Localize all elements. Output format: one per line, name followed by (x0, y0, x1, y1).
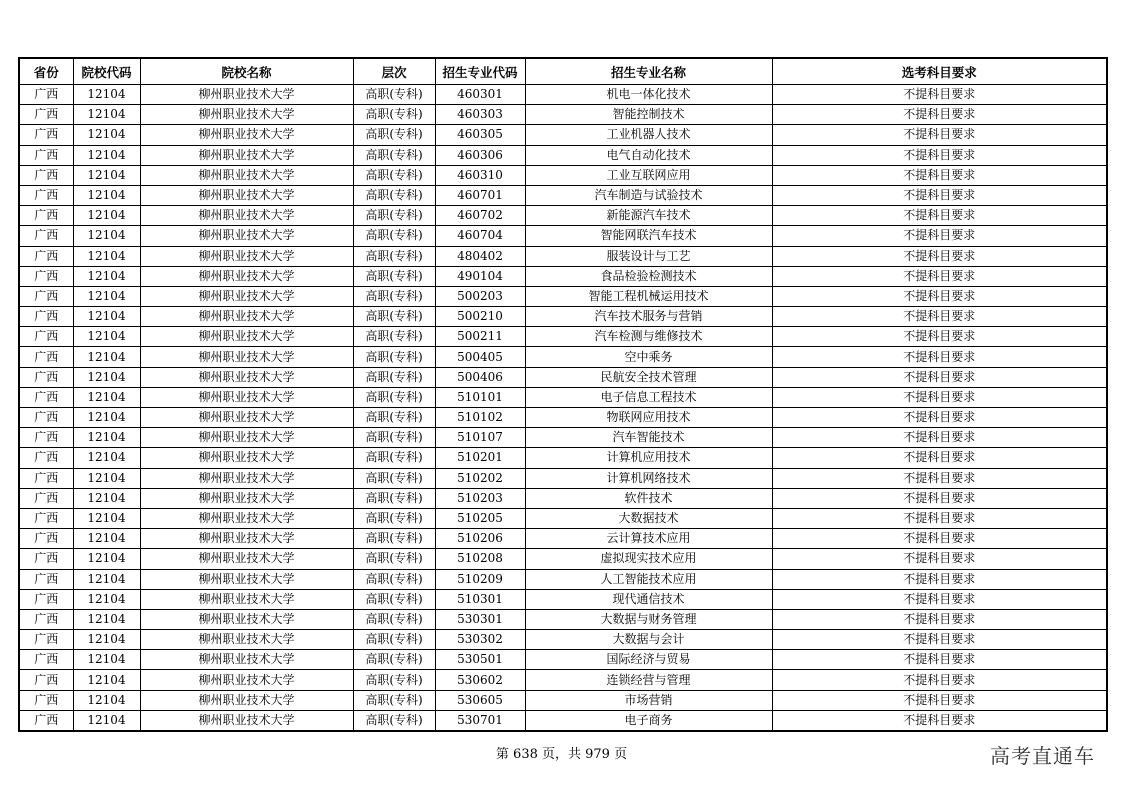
table-row (19, 327, 1107, 347)
cell-major-name: 汽车检测与维修技术 (525, 327, 772, 347)
header-major-code: 招生专业代码 (435, 58, 525, 85)
cell-school-code: 12104 (73, 650, 140, 670)
cell-major-code: 510101 (435, 387, 525, 407)
cell-subject-requirement: 不提科目要求 (772, 327, 1107, 347)
cell-school-name: 柳州职业技术大学 (140, 488, 353, 508)
cell-school-name: 柳州职业技术大学 (140, 630, 353, 650)
header-subject-requirement: 选考科目要求 (772, 58, 1107, 85)
table-header-row (19, 58, 1107, 85)
cell-level: 高职(专科) (353, 650, 435, 670)
cell-subject-requirement: 不提科目要求 (772, 185, 1107, 205)
cell-level: 高职(专科) (353, 307, 435, 327)
cell-level: 高职(专科) (353, 246, 435, 266)
cell-province: 广西 (19, 307, 73, 327)
cell-level: 高职(专科) (353, 630, 435, 650)
cell-major-code: 530602 (435, 670, 525, 690)
table-row (19, 448, 1107, 468)
cell-major-code: 510202 (435, 468, 525, 488)
cell-major-code: 530701 (435, 710, 525, 731)
cell-school-name: 柳州职业技术大学 (140, 549, 353, 569)
cell-major-name: 现代通信技术 (525, 589, 772, 609)
cell-subject-requirement: 不提科目要求 (772, 448, 1107, 468)
cell-school-name: 柳州职业技术大学 (140, 85, 353, 105)
cell-province: 广西 (19, 85, 73, 105)
cell-subject-requirement: 不提科目要求 (772, 307, 1107, 327)
cell-school-name: 柳州职业技术大学 (140, 609, 353, 629)
table-row (19, 286, 1107, 306)
cell-major-name: 市场营销 (525, 690, 772, 710)
cell-major-code: 500211 (435, 327, 525, 347)
cell-level: 高职(专科) (353, 609, 435, 629)
cell-major-name: 智能控制技术 (525, 105, 772, 125)
cell-subject-requirement: 不提科目要求 (772, 529, 1107, 549)
cell-level: 高职(专科) (353, 387, 435, 407)
cell-school-name: 柳州职业技术大学 (140, 589, 353, 609)
cell-major-code: 530301 (435, 609, 525, 629)
cell-school-name: 柳州职业技术大学 (140, 307, 353, 327)
cell-subject-requirement: 不提科目要求 (772, 690, 1107, 710)
header-level: 层次 (353, 58, 435, 85)
cell-subject-requirement: 不提科目要求 (772, 710, 1107, 731)
cell-school-name: 柳州职业技术大学 (140, 286, 353, 306)
cell-major-code: 500210 (435, 307, 525, 327)
cell-major-name: 新能源汽车技术 (525, 206, 772, 226)
cell-school-code: 12104 (73, 549, 140, 569)
cell-level: 高职(专科) (353, 367, 435, 387)
cell-major-name: 软件技术 (525, 488, 772, 508)
cell-school-code: 12104 (73, 85, 140, 105)
cell-school-name: 柳州职业技术大学 (140, 266, 353, 286)
cell-school-name: 柳州职业技术大学 (140, 125, 353, 145)
cell-level: 高职(专科) (353, 85, 435, 105)
cell-school-name: 柳州职业技术大学 (140, 569, 353, 589)
cell-province: 广西 (19, 327, 73, 347)
table-row (19, 690, 1107, 710)
cell-school-name: 柳州职业技术大学 (140, 710, 353, 731)
cell-school-code: 12104 (73, 347, 140, 367)
cell-subject-requirement: 不提科目要求 (772, 549, 1107, 569)
table-row (19, 428, 1107, 448)
cell-province: 广西 (19, 690, 73, 710)
cell-school-code: 12104 (73, 266, 140, 286)
cell-major-code: 530501 (435, 650, 525, 670)
cell-school-name: 柳州职业技术大学 (140, 428, 353, 448)
cell-subject-requirement: 不提科目要求 (772, 105, 1107, 125)
cell-major-code: 460702 (435, 206, 525, 226)
table-row (19, 145, 1107, 165)
cell-level: 高职(专科) (353, 710, 435, 731)
cell-level: 高职(专科) (353, 286, 435, 306)
cell-major-name: 汽车技术服务与营销 (525, 307, 772, 327)
cell-province: 广西 (19, 468, 73, 488)
cell-subject-requirement: 不提科目要求 (772, 408, 1107, 428)
cell-subject-requirement: 不提科目要求 (772, 367, 1107, 387)
cell-province: 广西 (19, 408, 73, 428)
cell-province: 广西 (19, 549, 73, 569)
cell-major-name: 大数据与财务管理 (525, 609, 772, 629)
cell-school-code: 12104 (73, 448, 140, 468)
cell-subject-requirement: 不提科目要求 (772, 226, 1107, 246)
header-school-code: 院校代码 (73, 58, 140, 85)
cell-level: 高职(专科) (353, 347, 435, 367)
cell-level: 高职(专科) (353, 428, 435, 448)
cell-level: 高职(专科) (353, 125, 435, 145)
cell-school-name: 柳州职业技术大学 (140, 246, 353, 266)
cell-major-code: 510205 (435, 508, 525, 528)
cell-school-name: 柳州职业技术大学 (140, 448, 353, 468)
cell-major-name: 食品检验检测技术 (525, 266, 772, 286)
cell-level: 高职(专科) (353, 569, 435, 589)
cell-province: 广西 (19, 508, 73, 528)
header-major-name: 招生专业名称 (525, 58, 772, 85)
cell-major-name: 虚拟现实技术应用 (525, 549, 772, 569)
cell-school-name: 柳州职业技术大学 (140, 387, 353, 407)
cell-level: 高职(专科) (353, 206, 435, 226)
cell-school-name: 柳州职业技术大学 (140, 670, 353, 690)
cell-school-code: 12104 (73, 670, 140, 690)
cell-major-code: 510301 (435, 589, 525, 609)
admissions-table (18, 57, 1108, 732)
table-row (19, 549, 1107, 569)
cell-school-name: 柳州职业技术大学 (140, 508, 353, 528)
cell-subject-requirement: 不提科目要求 (772, 206, 1107, 226)
cell-province: 广西 (19, 589, 73, 609)
cell-major-code: 510201 (435, 448, 525, 468)
cell-subject-requirement: 不提科目要求 (772, 569, 1107, 589)
cell-province: 广西 (19, 206, 73, 226)
cell-subject-requirement: 不提科目要求 (772, 488, 1107, 508)
table-row (19, 650, 1107, 670)
cell-school-name: 柳州职业技术大学 (140, 145, 353, 165)
cell-level: 高职(专科) (353, 589, 435, 609)
cell-province: 广西 (19, 609, 73, 629)
table-row (19, 125, 1107, 145)
cell-level: 高职(专科) (353, 468, 435, 488)
cell-level: 高职(专科) (353, 145, 435, 165)
table-row (19, 710, 1107, 731)
cell-level: 高职(专科) (353, 670, 435, 690)
cell-major-code: 500203 (435, 286, 525, 306)
cell-subject-requirement: 不提科目要求 (772, 165, 1107, 185)
table-row (19, 387, 1107, 407)
table-row (19, 165, 1107, 185)
table-row (19, 609, 1107, 629)
cell-subject-requirement: 不提科目要求 (772, 347, 1107, 367)
cell-major-name: 大数据与会计 (525, 630, 772, 650)
cell-school-code: 12104 (73, 508, 140, 528)
cell-major-code: 460704 (435, 226, 525, 246)
cell-major-code: 500405 (435, 347, 525, 367)
cell-subject-requirement: 不提科目要求 (772, 266, 1107, 286)
cell-school-code: 12104 (73, 529, 140, 549)
cell-province: 广西 (19, 105, 73, 125)
cell-school-code: 12104 (73, 145, 140, 165)
cell-school-name: 柳州职业技术大学 (140, 165, 353, 185)
cell-school-code: 12104 (73, 185, 140, 205)
cell-major-code: 510107 (435, 428, 525, 448)
cell-major-name: 汽车智能技术 (525, 428, 772, 448)
cell-school-code: 12104 (73, 246, 140, 266)
cell-major-code: 460305 (435, 125, 525, 145)
table-row (19, 206, 1107, 226)
cell-province: 广西 (19, 226, 73, 246)
cell-subject-requirement: 不提科目要求 (772, 468, 1107, 488)
table-row (19, 105, 1107, 125)
cell-school-code: 12104 (73, 609, 140, 629)
cell-major-name: 民航安全技术管理 (525, 367, 772, 387)
page-number: 第 638 页，共 979 页 (495, 747, 628, 762)
table-row (19, 589, 1107, 609)
header-school-name: 院校名称 (140, 58, 353, 85)
header-province: 省份 (19, 58, 73, 85)
table-row (19, 367, 1107, 387)
cell-major-name: 电子信息工程技术 (525, 387, 772, 407)
cell-major-name: 服装设计与工艺 (525, 246, 772, 266)
table-row (19, 408, 1107, 428)
cell-major-code: 460303 (435, 105, 525, 125)
cell-school-code: 12104 (73, 125, 140, 145)
cell-level: 高职(专科) (353, 165, 435, 185)
cell-school-code: 12104 (73, 327, 140, 347)
watermark: 高考直通车 (990, 744, 1095, 768)
cell-major-code: 530605 (435, 690, 525, 710)
cell-major-name: 国际经济与贸易 (525, 650, 772, 670)
cell-major-name: 机电一体化技术 (525, 85, 772, 105)
cell-major-code: 480402 (435, 246, 525, 266)
table-row (19, 246, 1107, 266)
cell-province: 广西 (19, 286, 73, 306)
cell-major-code: 460701 (435, 185, 525, 205)
table-row (19, 569, 1107, 589)
cell-subject-requirement: 不提科目要求 (772, 246, 1107, 266)
cell-school-code: 12104 (73, 569, 140, 589)
cell-major-code: 460310 (435, 165, 525, 185)
cell-level: 高职(专科) (353, 185, 435, 205)
cell-major-name: 大数据技术 (525, 508, 772, 528)
cell-major-name: 连锁经营与管理 (525, 670, 772, 690)
cell-province: 广西 (19, 185, 73, 205)
cell-school-code: 12104 (73, 286, 140, 306)
cell-province: 广西 (19, 367, 73, 387)
cell-level: 高职(专科) (353, 266, 435, 286)
cell-level: 高职(专科) (353, 690, 435, 710)
cell-major-name: 汽车制造与试验技术 (525, 185, 772, 205)
table-row (19, 185, 1107, 205)
cell-major-code: 510208 (435, 549, 525, 569)
cell-major-name: 智能工程机械运用技术 (525, 286, 772, 306)
cell-major-code: 530302 (435, 630, 525, 650)
cell-major-code: 510206 (435, 529, 525, 549)
cell-school-name: 柳州职业技术大学 (140, 690, 353, 710)
cell-school-name: 柳州职业技术大学 (140, 408, 353, 428)
cell-major-name: 智能网联汽车技术 (525, 226, 772, 246)
cell-school-code: 12104 (73, 367, 140, 387)
cell-subject-requirement: 不提科目要求 (772, 428, 1107, 448)
cell-school-name: 柳州职业技术大学 (140, 468, 353, 488)
table-row (19, 226, 1107, 246)
cell-major-code: 510209 (435, 569, 525, 589)
cell-school-name: 柳州职业技术大学 (140, 529, 353, 549)
table-row (19, 670, 1107, 690)
cell-province: 广西 (19, 125, 73, 145)
cell-subject-requirement: 不提科目要求 (772, 650, 1107, 670)
cell-subject-requirement: 不提科目要求 (772, 286, 1107, 306)
cell-subject-requirement: 不提科目要求 (772, 630, 1107, 650)
cell-level: 高职(专科) (353, 529, 435, 549)
cell-major-name: 计算机网络技术 (525, 468, 772, 488)
cell-province: 广西 (19, 448, 73, 468)
cell-major-name: 工业互联网应用 (525, 165, 772, 185)
cell-school-code: 12104 (73, 488, 140, 508)
cell-major-code: 510203 (435, 488, 525, 508)
cell-province: 广西 (19, 710, 73, 731)
cell-level: 高职(专科) (353, 408, 435, 428)
cell-level: 高职(专科) (353, 488, 435, 508)
cell-subject-requirement: 不提科目要求 (772, 508, 1107, 528)
cell-major-name: 电气自动化技术 (525, 145, 772, 165)
cell-school-code: 12104 (73, 165, 140, 185)
cell-major-name: 物联网应用技术 (525, 408, 772, 428)
cell-school-name: 柳州职业技术大学 (140, 206, 353, 226)
cell-school-code: 12104 (73, 428, 140, 448)
cell-school-code: 12104 (73, 387, 140, 407)
cell-province: 广西 (19, 266, 73, 286)
cell-school-name: 柳州职业技术大学 (140, 226, 353, 246)
cell-school-code: 12104 (73, 206, 140, 226)
table-row (19, 307, 1107, 327)
cell-school-code: 12104 (73, 468, 140, 488)
cell-province: 广西 (19, 488, 73, 508)
cell-school-code: 12104 (73, 710, 140, 731)
cell-school-code: 12104 (73, 307, 140, 327)
cell-province: 广西 (19, 650, 73, 670)
cell-level: 高职(专科) (353, 508, 435, 528)
cell-school-code: 12104 (73, 105, 140, 125)
cell-major-name: 空中乘务 (525, 347, 772, 367)
table-body (19, 85, 1107, 732)
cell-major-code: 510102 (435, 408, 525, 428)
cell-major-name: 电子商务 (525, 710, 772, 731)
cell-subject-requirement: 不提科目要求 (772, 609, 1107, 629)
cell-school-code: 12104 (73, 589, 140, 609)
cell-school-code: 12104 (73, 408, 140, 428)
cell-school-name: 柳州职业技术大学 (140, 347, 353, 367)
cell-province: 广西 (19, 630, 73, 650)
cell-level: 高职(专科) (353, 105, 435, 125)
cell-major-name: 工业机器人技术 (525, 125, 772, 145)
cell-province: 广西 (19, 145, 73, 165)
cell-level: 高职(专科) (353, 226, 435, 246)
cell-province: 广西 (19, 428, 73, 448)
cell-level: 高职(专科) (353, 549, 435, 569)
cell-province: 广西 (19, 529, 73, 549)
cell-major-code: 500406 (435, 367, 525, 387)
table-row (19, 85, 1107, 105)
cell-subject-requirement: 不提科目要求 (772, 589, 1107, 609)
cell-major-code: 490104 (435, 266, 525, 286)
cell-province: 广西 (19, 347, 73, 367)
cell-subject-requirement: 不提科目要求 (772, 125, 1107, 145)
cell-school-name: 柳州职业技术大学 (140, 327, 353, 347)
cell-subject-requirement: 不提科目要求 (772, 85, 1107, 105)
cell-level: 高职(专科) (353, 327, 435, 347)
cell-subject-requirement: 不提科目要求 (772, 670, 1107, 690)
cell-school-code: 12104 (73, 690, 140, 710)
cell-province: 广西 (19, 165, 73, 185)
cell-major-name: 云计算技术应用 (525, 529, 772, 549)
cell-subject-requirement: 不提科目要求 (772, 387, 1107, 407)
cell-school-name: 柳州职业技术大学 (140, 367, 353, 387)
cell-province: 广西 (19, 387, 73, 407)
cell-province: 广西 (19, 246, 73, 266)
cell-school-name: 柳州职业技术大学 (140, 650, 353, 670)
table-row (19, 468, 1107, 488)
table-row (19, 508, 1107, 528)
cell-major-name: 人工智能技术应用 (525, 569, 772, 589)
cell-province: 广西 (19, 569, 73, 589)
table-row (19, 529, 1107, 549)
cell-school-code: 12104 (73, 630, 140, 650)
table-row (19, 266, 1107, 286)
cell-school-name: 柳州职业技术大学 (140, 185, 353, 205)
cell-province: 广西 (19, 670, 73, 690)
cell-major-code: 460306 (435, 145, 525, 165)
table-row (19, 630, 1107, 650)
table-row (19, 347, 1107, 367)
cell-school-name: 柳州职业技术大学 (140, 105, 353, 125)
cell-subject-requirement: 不提科目要求 (772, 145, 1107, 165)
cell-major-name: 计算机应用技术 (525, 448, 772, 468)
cell-level: 高职(专科) (353, 448, 435, 468)
table-row (19, 488, 1107, 508)
cell-school-code: 12104 (73, 226, 140, 246)
cell-major-code: 460301 (435, 85, 525, 105)
